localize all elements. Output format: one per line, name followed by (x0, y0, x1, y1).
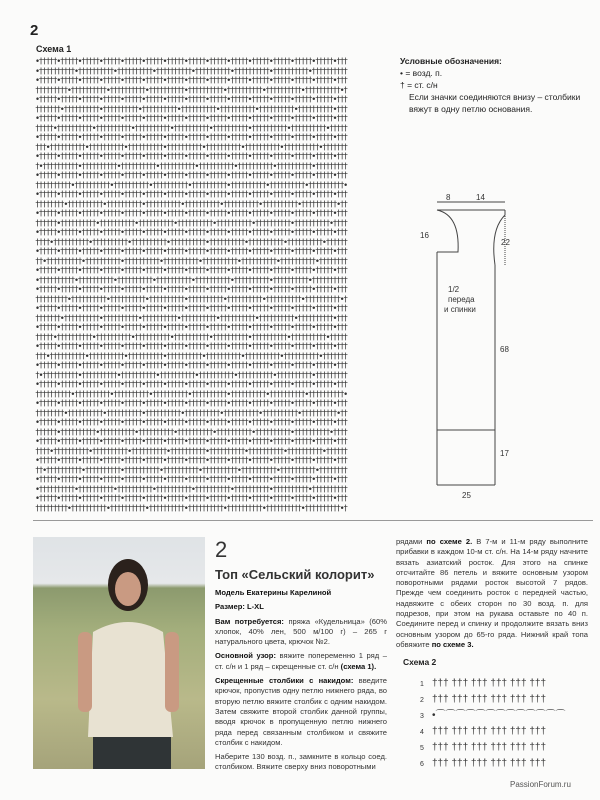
label-line2: переда (448, 295, 475, 304)
dim-width: 25 (462, 491, 471, 500)
legend-item-chain (400, 67, 590, 79)
col3-ref1: по схеме 2. (426, 537, 473, 546)
col3-ref2: по схеме 3. (431, 639, 474, 649)
scheme2-row-number: 1 (420, 681, 424, 688)
crossed-text: введите крючок, пропустив одну петлю нижнего ряда, во вторую петлю вяжите столбик с одним накидом. Затем свяжите второй столбик данной группы, вводя крючок в пропущенную петлю нижнего ряда перед связанным столбиком и свяжите столбик с накидом. (215, 676, 387, 747)
chain-symbol-icon: • (400, 68, 403, 78)
dim-neck-depth: 16 (420, 231, 429, 240)
cast-on: Наберите 130 возд. п., замкните в кольцо соед. столбиком. Вяжите сверху вниз поворотными (215, 752, 387, 772)
dim-body: 68 (500, 345, 509, 354)
scheme2-row-number: 2 (420, 697, 424, 704)
article-title: Топ «Сельский колорит» (215, 567, 375, 582)
scheme2-row-number: 6 (420, 761, 424, 768)
legend-title: Условные обозначения: (400, 56, 502, 66)
size: Размер: L-XL (215, 602, 264, 612)
crossed-stitches (215, 676, 387, 748)
legend-label: = ст. с/н (407, 80, 438, 90)
scheme2-row-stitches: ††† ††† ††† ††† ††† ††† (432, 726, 546, 737)
materials (215, 617, 387, 648)
garment-schematic (410, 190, 520, 500)
scheme2-chart (400, 668, 590, 778)
scheme2-title: Схема 2 (403, 657, 437, 667)
watermark: PassionForum.ru (510, 780, 571, 789)
materials-label: Вам потребуется: (215, 616, 284, 626)
dim-shoulder: 14 (476, 193, 485, 202)
scheme2-row-stitches: ††† ††† ††† ††† ††† ††† (432, 694, 546, 705)
scheme2-row-stitches: •⌒⌒⌒⌒⌒⌒⌒⌒⌒⌒⌒⌒⌒ (432, 710, 566, 721)
scheme2-row-number: 5 (420, 745, 424, 752)
label-line1: 1/2 (448, 285, 460, 294)
main-pattern (215, 651, 387, 672)
materials-text: пряжа «Кудельница» (60% хлопок, 40% лен, 500 м/100 г) – 265 г натурального цвета, крючок №2. (215, 616, 388, 647)
scheme1-crochet-chart: •†††††•†††††•†††††•†††††•†††††•†††††•†††††•†††††•†††††•†††††•†††††•†††††•†††††•†††††•††† •††††††††††•††††††††††•††††††††††•††††††††††•††††††††††•††††††††††•††††††††††•†††††††††† •†††††•†††††•†††††•†††††•†††††•†††††•†††††•†††††•†††††•†††††•†††††•†††††•†††††•†††††•††† †††††††††•††††††††††•††††††††††•††††††††††•††††††††††•††††††††††•††††††††††•††††††††††•† •†††††•†††††•†††††•†††††•†††††•†††††•†††††•†††††•†††††•†††††•†††††•†††††•†††††•†††††•††† †††††††•††††††††††•††††††††††•††††††††††•††††††††††•††††††††††•††††††††††•††††††††††•††† •†††††•†††††•†††††•†††††•†††††•†††††•†††††•†††††•†††††•†††††•†††††•†††††•†††††•†††††•††† †††††•††††††††††•††††††††††•††††††††††•††††††††††•††††††††††•††††††††††•††††††††††•††††† •†††††•†††††•†††††•†††††•†††††•†††††•†††††•†††††•†††††•†††††•†††††•†††††•†††††•†††††•††† †††•††††††††††•††††††††††•††††††††††•††††††††††•††††††††††•††††††††††•††††††††††•††††††† •†††††•†††††•†††††•†††††•†††††•†††††•†††††•†††††•†††††•†††††•†††††•†††††•†††††•†††††•††† †•††††††††††•††††††††††•††††††††††•††††††††††•††††††††††•††††††††††•††††††††††•††††††††† •†††††•†††††•†††††•†††††•†††††•†††††•†††††•†††††•†††††•†††††•†††††•†††††•†††††•†††††•††† ††††††††††•††††††††††•††††††††††•††††††††††•††††††††††•††††††††††•††††††††††•††††††††††• •†††††•†††††•†††††•†††††•†††††•†††††•†††††•†††††•†††††•†††††•†††††•†††††•†††††•†††††•††† ††††††††•††††††††††•††††††††††•††††††††††•††††††††††•††††††††††•††††††††††•††††††††††•†† •†††††•†††††•†††††•†††††•†††††•†††††•†††††•†††††•†††††•†††††•†††††•†††††•†††††•†††††•††† ††††††•††††††††††•††††††††††•††††††††††•††††††††††•††††††††††•††††††††††•††††††††††•†††† •†††††•†††††•†††††•†††††•†††††•†††††•†††††•†††††•†††††•†††††•†††††•†††††•†††††•†††††•††† ††††•††††††††††•††††††††††•††††††††††•††††††††††•††††††††††•††††††††††•††††††††††•†††††† •†††††•†††††•†††††•†††††•†††††•†††††•†††††•†††††•†††††•†††††•†††††•†††††•†††††•†††††•††† ††•††††††††††•††††††††††•††††††††††•††††††††††•††††††††††•††††††††††•††††††††††•†††††††† •†††††•†††††•†††††•†††††•†††††•†††††•†††††•†††††•†††††•†††††•†††††•†††††•†††††•†††††•††† •††††††††††•††††††††††•††††††††††•††††††††††•††††††††††•††††††††††•††††††††††•†††††††††† •†††††•†††††•†††††•†††††•†††††•†††††•†††††•†††††•†††††•†††††•†††††•†††††•†††††•†††††•††† †††††††††•††††††††††•††††††††††•††††††††††•††††††††††•††††††††††•††††††††††•††††††††††•† •†††††•†††††•†††††•†††††•†††††•†††††•†††††•†††††•†††††•†††††•†††††•†††††•†††††•†††††•††† †††††††•††††††††††•††††††††††•††††††††††•††††††††††•††††††††††•††††††††††•††††††††††•††† •†††††•†††††•†††††•†††††•†††††•†††††•†††††•†††††•†††††•†††††•†††††•†††††•†††††•†††††•††† †††††•††††††††††•††††††††††•††††††††††•††††††††††•††††††††††•††††††††††•††††††††††•††††† •†††††•†††††•†††††•†††††•†††††•†††††•†††††•†††††•†††††•†††††•†††††•†††††•†††††•†††††•††† †††•††††††††††•††††††††††•††††††††††•††††††††††•††††††††††•††††††††††•††††††††††•††††††† •†††††•†††††•†††††•†††††•†††††•†††††•†††††•†††††•†††††•†††††•†††††•†††††•†††††•†††††•††† †•††††††††††•††††††††††•††††††††††•††††††††††•††††††††††•††††††††††•††††††††††•††††††††† •†††††•†††††•†††††•†††††•†††††•†††††•†††††•†††††•†††††•†††††•†††††•†††††•†††††•†††††•††† ††††††††††•††††††††††•††††††††††•††††††††††•††††††††††•††††††††††•††††††††††•††††††††††• •†††††•†††††•†††††•†††††•†††††•†††††•†††††•†††††•†††††•†††††•†††††•†††††•†††††•†††††•††† ††††††††•††††††††††•††††††††††•††††††††††•††††††††††•††††††††††•††††††††††•††††††††††•†† •†††††•†††††•†††††•†††††•†††††•†††††•†††††•†††††•†††††•†††††•†††††•†††††•†††††•†††††•††† ††††††•††††††††††•††††††††††•††††††††††•††††††††††•††††††††††•††††††††††•††††††††††•†††† •†††††•†††††•†††††•†††††•†††††•†††††•†††††•†††††•†††††•†††††•†††††•†††††•†††††•†††††•††† ††††•††††††††††•††††††††††•††††††††††•††††††††††•††††††††††•††††††††††•††††††††††•†††††† •†††††•†††††•†††††•†††††•†††††•†††††•†††††•†††††•†††††•†††††•†††††•†††††•†††††•†††††•††† ††•††††††††††•††††††††††•††††††††††•††††††††††•††††††††††•††††††††††•††††††††††•†††††††† •†††††•†††††•†††††•†††††•†††††•†††††•†††††•†††††•†††††•†††††•†††††•†††††•†††††•†††††•††† •††††††††††•††††††††††•††††††††††•††††††††††•††††††††††•††††††††††•††††††††††•†††††††††† •†††††•†††††•†††††•†††††•†††††•†††††•†††††•†††††•†††††•†††††•†††††•†††††•†††††•†††††•††† †††††††††•††††††††††•††††††††††•††††††††††•††††††††††•††††††††††•††††††††††•††††††††††•† (35, 57, 347, 513)
scheme1-title: Схема 1 (36, 44, 72, 54)
legend-item-dc (400, 79, 590, 91)
scheme2-row-number: 3 (420, 713, 424, 720)
model-photo (33, 537, 205, 769)
dim-border: 17 (500, 449, 509, 458)
label-line3: и спинки (444, 305, 476, 314)
legend-note: Если значки соединяются внизу – столбики вяжут в одну петлю основания. (409, 92, 581, 114)
page-number: 2 (30, 22, 39, 39)
article-number: 2 (215, 537, 228, 562)
crossed-label: Скрещенные столбики с накидом: (215, 676, 354, 686)
pattern-text: вяжите попеременно 1 ряд – ст. с/н и 1 ряд – скрещенные ст. с/н (215, 651, 387, 671)
section-divider (33, 520, 593, 521)
pattern-label: Основной узор: (215, 651, 276, 661)
pattern-ref: (схема 1). (340, 661, 377, 671)
scheme2-row-stitches: ††† ††† ††† ††† ††† ††† (432, 758, 546, 769)
col3-start: рядами (396, 537, 427, 546)
legend (400, 55, 590, 115)
article-column-2 (396, 537, 588, 650)
dim-armhole: 22 (501, 238, 510, 247)
scheme2-row-stitches: ††† ††† ††† ††† ††† ††† (432, 742, 546, 753)
dim-neck-width: 8 (446, 193, 451, 202)
woman-in-top-image (33, 537, 205, 769)
article-column-1 (215, 537, 387, 777)
scheme2-row-stitches: ††† ††† ††† ††† ††† ††† (432, 678, 546, 689)
scheme2-row-number: 4 (420, 729, 424, 736)
col3-body: В 7-м и 11-м ряду выполните прибавки в каждом 10-м ст. с/н. На 14-м ряду начните вязать азиатский росток. Для этого на спинке отсчитайте 86 петель и вяжите основным узором поворотными рядами росток высотой 7 рядов. Прежде чем соединить росток с передней частью, надвяжите с обеих сторон по 30 возд. п. для подрезов, при этом на рукава оставьте по 40 п. Соедините перед и спинку и продолжите вязать вниз основным узором до 65-го ряда. Нижний край топа обвяжите (396, 537, 588, 649)
legend-label: = возд. п. (405, 68, 443, 78)
model-credit: Модель Екатерины Карелиной (215, 588, 332, 597)
dc-symbol-icon: † (400, 80, 405, 90)
